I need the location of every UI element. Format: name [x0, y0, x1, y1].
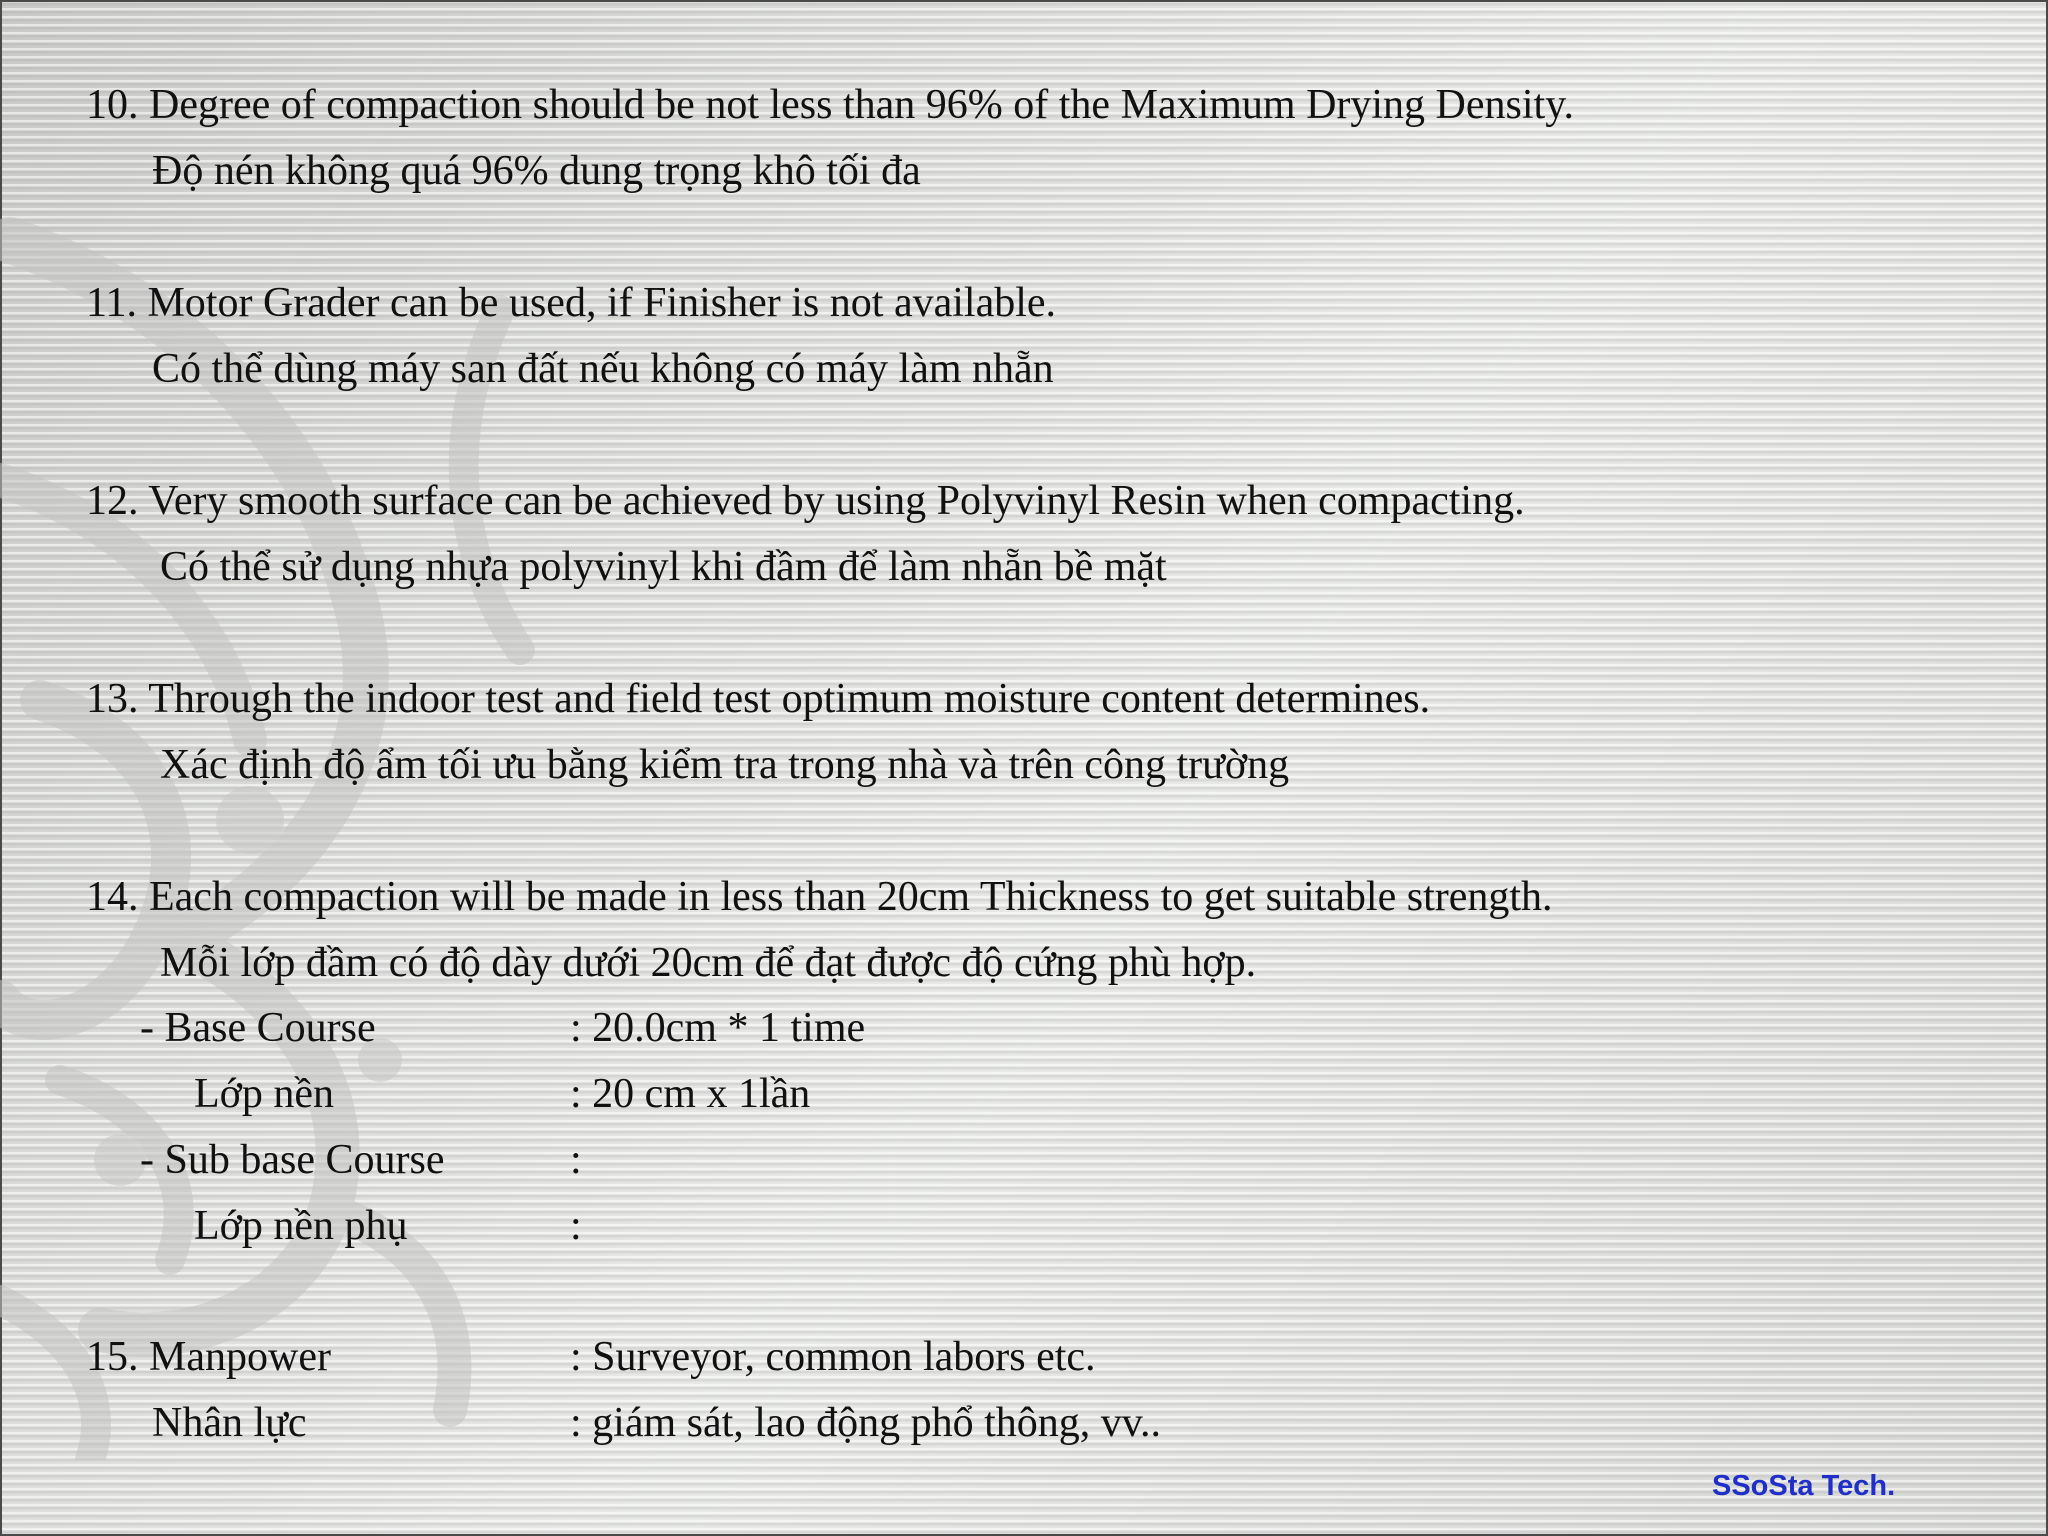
sub-base-course-label: - Sub base Course [140, 1137, 445, 1183]
item-12-vietnamese: Có thể sử dụng nhựa polyvinyl khi đầm để làm nhẵn bề mặt [160, 544, 1167, 590]
base-course-value-vi: : 20 cm x 1lần [570, 1071, 811, 1117]
item-14-english: 14. Each compaction will be made in less than 20cm Thickness to get suitable strength. [86, 874, 1553, 920]
manpower-label: 15. Manpower [86, 1334, 331, 1380]
item-13-english: 13. Through the indoor test and field test optimum moisture content determines. [86, 676, 1431, 722]
item-11-english: 11. Motor Grader can be used, if Finisher is not available. [86, 280, 1057, 326]
manpower-value-vi: : giám sát, lao động phổ thông, vv.. [570, 1400, 1162, 1446]
item-10-vietnamese: Độ nén không quá 96% dung trọng khô tối đa [152, 148, 921, 194]
item-10-english: 10. Degree of compaction should be not less than 96% of the Maximum Drying Density. [86, 82, 1574, 128]
base-course-label: - Base Course [140, 1005, 376, 1051]
manpower-value: : Surveyor, common labors etc. [570, 1334, 1096, 1380]
item-13-vietnamese: Xác định độ ẩm tối ưu bằng kiểm tra trong nhà và trên công trường [160, 742, 1290, 788]
manpower-label-vi: Nhân lực [152, 1400, 307, 1446]
item-11-vietnamese: Có thể dùng máy san đất nếu không có máy làm nhẵn [152, 346, 1054, 392]
sub-base-course-value-vi: : [570, 1203, 582, 1249]
item-14-vietnamese: Mỗi lớp đầm có độ dày dưới 20cm để đạt được độ cứng phù hợp. [160, 940, 1257, 986]
base-course-label-vi: Lớp nền [194, 1071, 335, 1117]
sub-base-course-label-vi: Lớp nền phụ [194, 1203, 408, 1249]
base-course-value: : 20.0cm * 1 time [570, 1005, 866, 1051]
brand-label: SSoSta Tech. [1712, 1470, 1896, 1502]
sub-base-course-value: : [570, 1137, 582, 1183]
item-12-english: 12. Very smooth surface can be achieved by using Polyvinyl Resin when compacting. [86, 478, 1525, 524]
